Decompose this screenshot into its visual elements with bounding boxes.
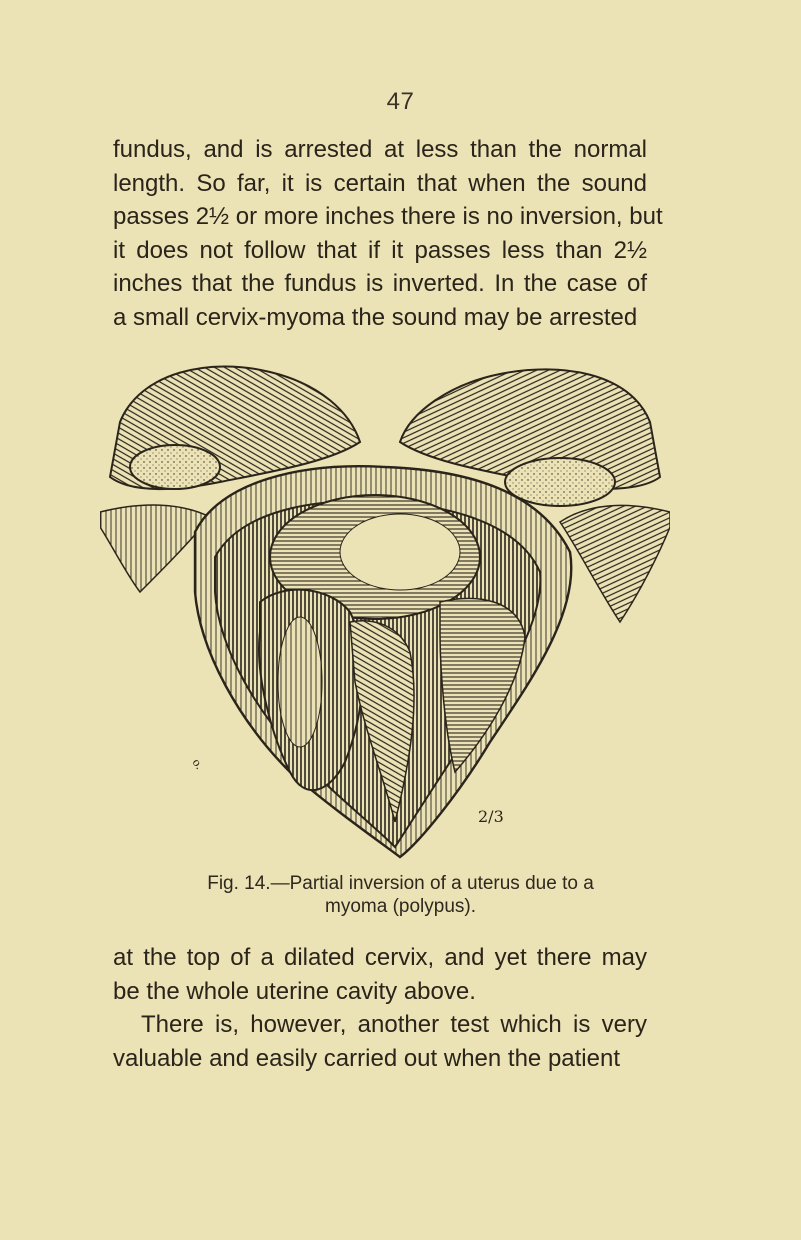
figure-scale-label: 2/3 xyxy=(478,807,504,826)
text-line: be the whole uterine cavity above. xyxy=(113,977,476,1005)
paragraph-bottom xyxy=(113,941,647,1075)
text-line: length. So far, it is certain that when the sound xyxy=(113,169,647,197)
text-line: fundus, and is arrested at less than the normal xyxy=(113,136,647,163)
figure-caption xyxy=(100,872,701,918)
page-number: 47 xyxy=(386,88,415,115)
text-line: passes 2½ or more inches there is no inversion, but xyxy=(113,203,663,230)
caption-line: Fig. 14.—Partial inversion of a uterus due to a xyxy=(207,873,594,894)
anatomical-illustration xyxy=(100,352,670,864)
text-line: a small cervix-myoma the sound may be arrested xyxy=(113,303,638,331)
caption-line: myoma (polypus). xyxy=(325,896,476,917)
paragraph-top xyxy=(113,133,663,334)
text-line: at the top of a dilated cervix, and yet there may xyxy=(113,944,647,971)
figure-label-left: o. xyxy=(189,756,206,772)
text-line: valuable and easily carried out when the patient xyxy=(113,1044,620,1072)
text-line: inches that the fundus is inverted. In the case of xyxy=(113,270,647,297)
text-line: There is, however, another test which is very xyxy=(141,1011,647,1038)
text-line: it does not follow that if it passes less than 2½ xyxy=(113,236,647,264)
